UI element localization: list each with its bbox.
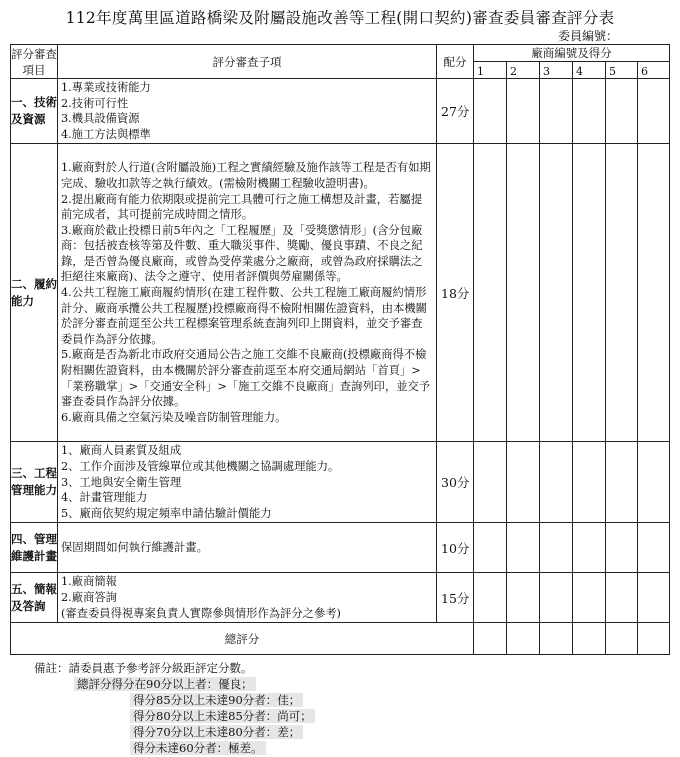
sub-item: 3.機具設備資源 <box>61 112 140 126</box>
allocation-value: 10分 <box>437 523 474 573</box>
sub-items-technology-resources <box>58 79 437 144</box>
score-cell[interactable] <box>573 523 606 573</box>
sub-item: 5、廠商依契約規定頻率申請估驗計價能力 <box>61 506 272 520</box>
total-score-cell[interactable] <box>638 623 670 655</box>
score-cell[interactable] <box>507 523 540 573</box>
vendor-number: 6 <box>638 62 670 79</box>
score-cell[interactable] <box>606 573 638 623</box>
header-sub-items: 評分審查子項 <box>58 45 437 79</box>
sub-item: 4.公共工程施工廠商履約情形(在建工程件數、公共工程施工廠商履約情形計分、廠商承攬公共工程履歷)投標廠商得不檢附相關佐證資料，由本機關於評分審查前逕至公共工程標案管理系統查詢列印上開資料，並交予審查委員作為評分依據。 <box>61 286 427 346</box>
sub-items-maintenance-plan <box>58 523 437 573</box>
score-cell[interactable] <box>507 144 540 442</box>
allocation-value: 15分 <box>437 573 474 623</box>
score-cell[interactable] <box>606 523 638 573</box>
sub-items-performance <box>58 144 437 442</box>
page-title: 112年度萬里區道路橋梁及附屬設施改善等工程(開口契約)審查委員審查評分表 <box>65 9 615 27</box>
sub-item: 4.施工方法與標準 <box>61 127 151 141</box>
vendor-number: 2 <box>507 62 540 79</box>
grade-line: 得分80分以上未達85分者：尚可； <box>130 709 315 723</box>
score-cell[interactable] <box>474 79 507 144</box>
total-score-cell[interactable] <box>474 623 507 655</box>
sub-item: 4、計畫管理能力 <box>61 491 148 505</box>
sub-items-engineering-management <box>58 442 437 523</box>
category-maintenance-plan: 四、管理維護計畫 <box>11 523 58 573</box>
allocation-value: 30分 <box>437 442 474 523</box>
score-cell[interactable] <box>474 144 507 442</box>
sub-item: 保固期間如何執行維護計畫。 <box>61 541 208 555</box>
total-score-cell[interactable] <box>540 623 573 655</box>
sub-item: 1.廠商對於人行道(含附屬設施)工程之實績經驗及施作該等工程是否有如期完成、驗收扣款等之執行績效。(需檢附機關工程驗收證明書)。 <box>61 161 431 190</box>
score-cell[interactable] <box>474 442 507 523</box>
score-cell[interactable] <box>540 523 573 573</box>
score-cell[interactable] <box>540 573 573 623</box>
score-cell[interactable] <box>606 442 638 523</box>
score-cell[interactable] <box>573 442 606 523</box>
header-allocation: 配分 <box>437 45 474 79</box>
vendor-number: 3 <box>540 62 573 79</box>
category-presentation-qa: 五、簡報及答詢 <box>11 573 58 623</box>
grade-line: 總評分得分在90分以上者：優良； <box>74 677 256 691</box>
notes <box>34 660 315 756</box>
category-performance: 二、履約能力 <box>11 144 58 442</box>
sub-items-presentation-qa <box>58 573 437 623</box>
score-cell[interactable] <box>507 79 540 144</box>
score-cell[interactable] <box>507 573 540 623</box>
score-cell[interactable] <box>540 79 573 144</box>
total-score-cell[interactable] <box>573 623 606 655</box>
category-engineering-management: 三、工程管理能力 <box>11 442 58 523</box>
sub-item: 1、廠商人員素質及組成 <box>61 444 182 458</box>
score-cell[interactable] <box>474 523 507 573</box>
grade-line: 得分70分以上未達80分者：差； <box>130 725 303 739</box>
score-cell[interactable] <box>573 144 606 442</box>
score-cell[interactable] <box>606 79 638 144</box>
sub-item: 3、工地與安全衛生管理 <box>61 475 182 489</box>
score-cell[interactable] <box>474 573 507 623</box>
score-cell[interactable] <box>573 573 606 623</box>
score-cell[interactable] <box>638 573 670 623</box>
score-cell[interactable] <box>638 79 670 144</box>
score-cell[interactable] <box>638 144 670 442</box>
category-technology-resources: 一、技術及資源 <box>11 79 58 144</box>
total-score-cell[interactable] <box>606 623 638 655</box>
total-score-label: 總評分 <box>11 623 474 655</box>
notes-lead: 備註：請委員惠予參考評分級距評定分數。 <box>34 661 253 675</box>
vendor-number: 1 <box>474 62 507 79</box>
sub-item: 2.技術可行性 <box>61 96 129 110</box>
committee-number-label: 委員編號： <box>557 29 618 43</box>
sub-item: 3.廠商於截止投標日前5年內之「工程履歷」及「受獎懲情形」(含分包廠商：包括被查核等第及件數、重大職災事件、獎勵、優良事蹟、不良之紀錄，是否曾為優良廠商，或曾為受停業處分之廠商，或曾為政府採購法之拒絕往來廠商)、法令之遵守、使用者評價與勞雇關係等。 <box>61 223 423 284</box>
grade-line: 得分未達60分者：極差。 <box>130 741 266 755</box>
total-score-cell[interactable] <box>507 623 540 655</box>
sub-item: 2、工作介面涉及管線單位或其他機關之協調處理能力。 <box>61 459 340 473</box>
allocation-value: 18分 <box>437 144 474 442</box>
vendor-number: 4 <box>573 62 606 79</box>
score-cell[interactable] <box>540 442 573 523</box>
sub-item: 6.廠商具備之空氣污染及噪音防制管理能力。 <box>61 410 287 424</box>
sub-item: 1.廠商簡報 <box>61 575 117 589</box>
sub-item: 5.廠商是否為新北市政府交通局公告之施工交維不良廠商(投標廠商得不檢附相關佐證資料，由本機關於評分審查前逕至本府交通局網站「首頁」>「業務職掌」>「交通安全科」>「施工交維不良廠商」查詢列印，並交予審查委員作為評分依據。 <box>61 348 431 409</box>
score-cell[interactable] <box>638 523 670 573</box>
score-cell[interactable] <box>573 79 606 144</box>
header-category: 評分審查項目 <box>11 46 57 77</box>
score-cell[interactable] <box>540 144 573 442</box>
sub-item: 1.專業或技術能力 <box>61 81 151 94</box>
sub-item: (審查委員得視專案負責人實際參與情形作為評分之參考) <box>61 606 341 620</box>
sub-item: 2.提出廠商有能力依期限或提前完工具體可行之施工構想及計畫，若屬提前完成者，其可提前完成時間之情形。 <box>61 192 422 222</box>
score-cell[interactable] <box>638 442 670 523</box>
allocation-value: 27分 <box>437 79 474 144</box>
sub-item: 2.廠商答詢 <box>61 591 117 605</box>
vendor-number: 5 <box>606 62 638 79</box>
score-cell[interactable] <box>507 442 540 523</box>
grade-line: 得分85分以上未達90分者：佳； <box>130 693 303 707</box>
score-cell[interactable] <box>606 144 638 442</box>
score-table <box>10 44 670 655</box>
header-vendor-group: 廠商編號及得分 <box>474 45 670 62</box>
